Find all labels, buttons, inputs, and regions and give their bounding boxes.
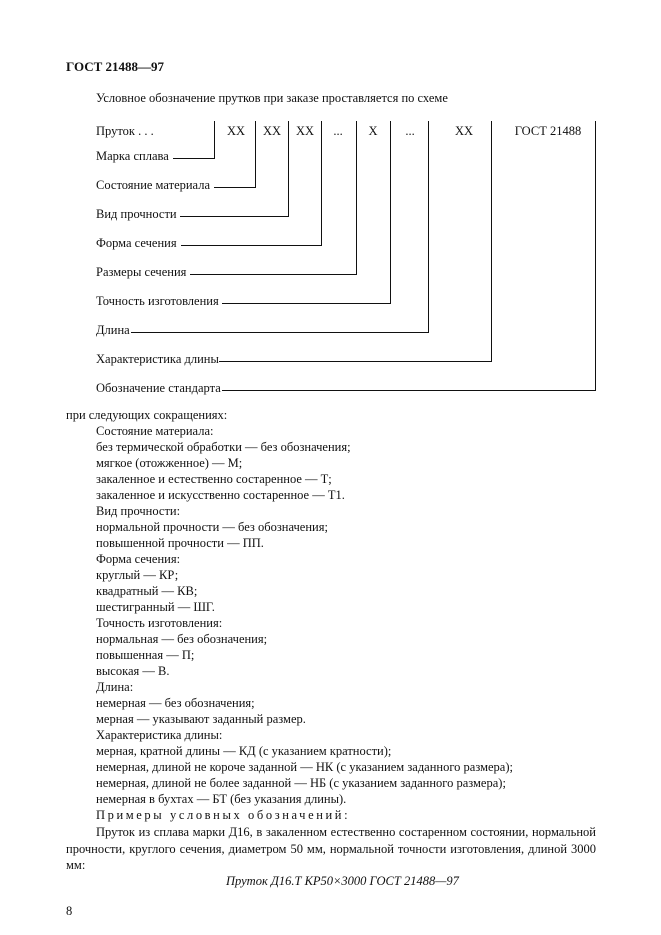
scheme-label-shape: Форма сечения: [96, 236, 177, 250]
list-item: немерная — без обозначения;: [96, 696, 255, 710]
scheme-code-length-char: XX: [454, 124, 474, 138]
scheme-label-alloy: Марка сплава: [96, 149, 169, 163]
list-item: мягкое (отожженное) — М;: [96, 456, 243, 470]
list-item: закаленное и естественно состаренное — Т;: [96, 472, 332, 486]
scheme-label-standard: Обозначение стандарта: [96, 381, 221, 395]
connector-line: [214, 121, 215, 158]
list-item: нормальной прочности — без обозначения;: [96, 520, 328, 534]
document-header: ГОСТ 21488—97: [66, 59, 165, 74]
list-item: квадратный — КВ;: [96, 584, 198, 598]
group-title: Состояние материала:: [96, 424, 214, 438]
leader-line: [222, 390, 596, 391]
scheme-code-shape: ...: [333, 124, 343, 138]
leader-line: [181, 245, 322, 246]
list-item: повышенной прочности — ПП.: [96, 536, 264, 550]
page-number: 8: [66, 904, 73, 918]
example-paragraph: [66, 824, 596, 874]
example-text: Пруток из сплава марки Д16, в закаленном естественно состаренном состоянии, нормальной прочности, круглого сечения, диаметром 50 мм, нормальной точности изготовления, длиной 3000 мм:: [66, 825, 596, 872]
list-item: повышенная — П;: [96, 648, 195, 662]
group-title: Точность изготовления:: [96, 616, 223, 630]
scheme-code-alloy: XX: [226, 124, 246, 138]
scheme-label-dimensions: Размеры сечения: [96, 265, 187, 279]
scheme-code-standard: ГОСТ 21488: [514, 124, 582, 138]
list-item: круглый — КР;: [96, 568, 179, 582]
leader-line: [180, 216, 289, 217]
connector-line: [356, 121, 357, 274]
abbreviations-intro: при следующих сокращениях:: [66, 408, 228, 422]
scheme-label-length: Длина: [96, 323, 130, 337]
group-title: Форма сечения:: [96, 552, 181, 566]
leader-line: [190, 274, 357, 275]
scheme-code-state: XX: [262, 124, 282, 138]
scheme-label-length-char: Характеристика длины: [96, 352, 219, 366]
leader-line: [173, 158, 215, 159]
example-designation: Пруток Д16.Т КР50×3000 ГОСТ 21488—97: [226, 874, 459, 888]
connector-line: [288, 121, 289, 217]
connector-line: [321, 121, 322, 245]
leader-line: [131, 332, 429, 333]
list-item: шестигранный — ШГ.: [96, 600, 215, 614]
leader-line: [214, 187, 256, 188]
list-item: немерная в бухтах — БТ (без указания длины).: [96, 792, 347, 806]
list-item: высокая — В.: [96, 664, 170, 678]
list-item: мерная — указывают заданный размер.: [96, 712, 306, 726]
connector-line: [491, 121, 492, 361]
scheme-code-length: ...: [405, 124, 415, 138]
list-item: немерная, длиной не короче заданной — НК (с указанием заданного размера);: [96, 760, 513, 774]
group-title: Вид прочности:: [96, 504, 181, 518]
scheme-intro: Условное обозначение прутков при заказе проставляется по схеме: [96, 91, 448, 105]
connector-line: [595, 121, 596, 390]
list-item: нормальная — без обозначения;: [96, 632, 268, 646]
examples-title: Примеры условных обозначений:: [96, 808, 351, 822]
scheme-code-accuracy: X: [368, 124, 378, 138]
leader-line: [222, 303, 391, 304]
scheme-code-strength: XX: [295, 124, 315, 138]
scheme-label-state: Состояние материала: [96, 178, 211, 192]
list-item: без термической обработки — без обозначения;: [96, 440, 351, 454]
connector-line: [390, 121, 391, 303]
connector-line: [255, 121, 256, 188]
list-item: мерная, кратной длины — КД (с указанием кратности);: [96, 744, 392, 758]
scheme-label-accuracy: Точность изготовления: [96, 294, 219, 308]
list-item: немерная, длиной не более заданной — НБ (с указанием заданного размера);: [96, 776, 506, 790]
leader-line: [219, 361, 492, 362]
group-title: Характеристика длины:: [96, 728, 223, 742]
group-title: Длина:: [96, 680, 134, 694]
scheme-label-strength: Вид прочности: [96, 207, 177, 221]
connector-line: [428, 121, 429, 332]
list-item: закаленное и искусственно состаренное — Т1.: [96, 488, 345, 502]
scheme-lead: Пруток . . .: [96, 124, 154, 138]
